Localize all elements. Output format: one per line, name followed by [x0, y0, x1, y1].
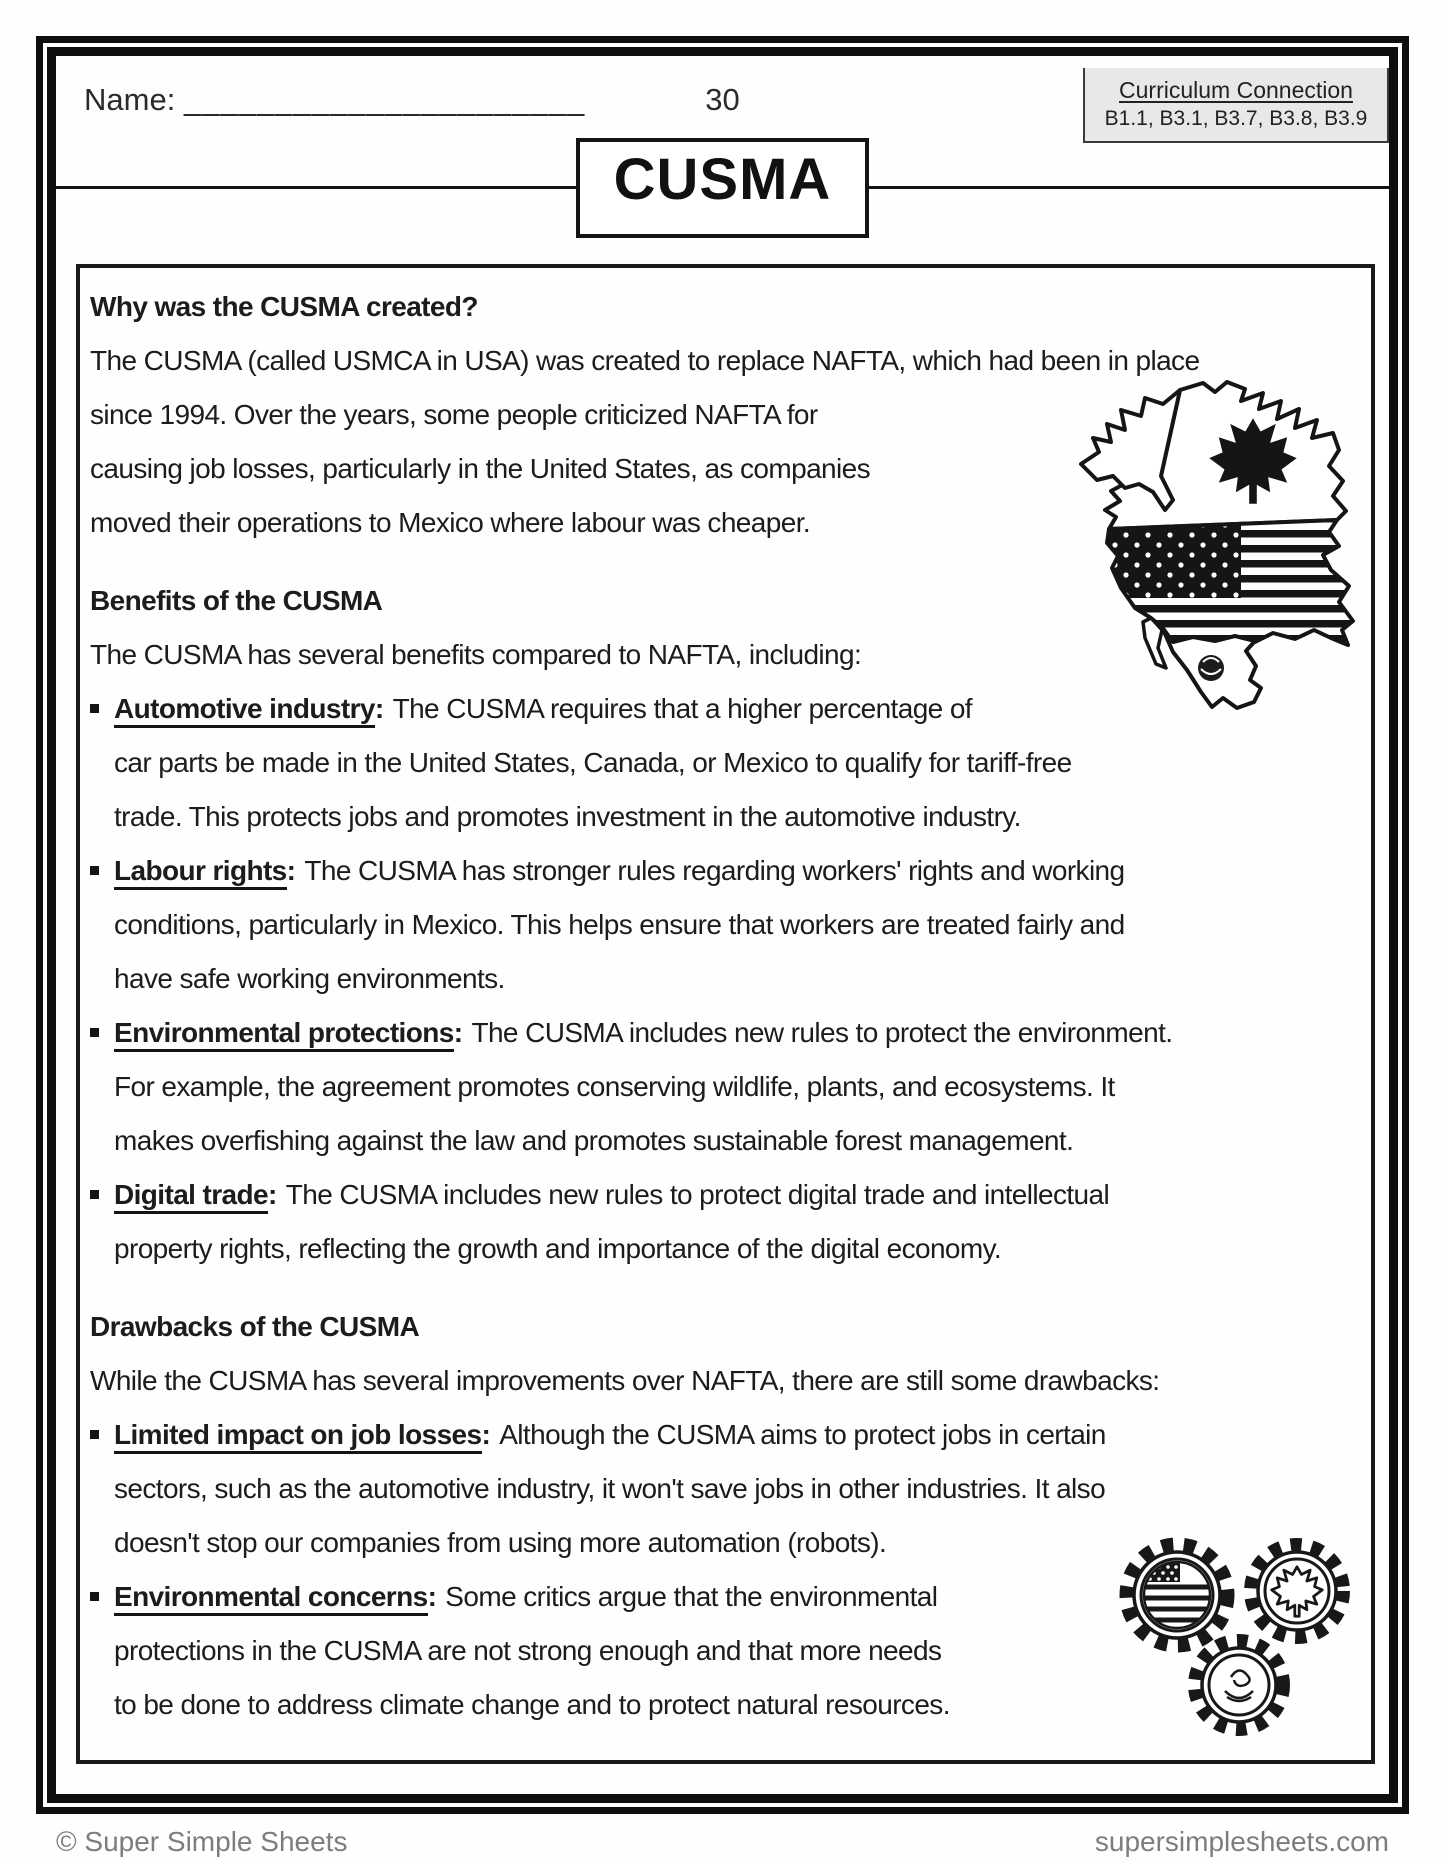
page-number: 30	[705, 82, 740, 117]
bullet-square-icon	[90, 1028, 99, 1037]
page-inner-border	[47, 47, 1398, 1803]
bullet-text: Although the CUSMA aims to protect jobs in certain	[499, 1419, 1106, 1450]
name-label: Name:	[84, 82, 176, 117]
bullet-term: Environmental concerns	[114, 1581, 428, 1616]
bullet-text: The CUSMA requires that a higher percentage of	[392, 693, 972, 724]
curriculum-title: Curriculum Connection	[1119, 77, 1353, 103]
list-item-line: car parts be made in the United States, Canada, or Mexico to qualify for tariff-free	[114, 747, 1072, 778]
footer-website: supersimplesheets.com	[1094, 1826, 1389, 1857]
section-gap	[90, 1276, 1357, 1300]
list-item: Environmental concerns: Some critics argue that the environmental	[90, 1570, 1357, 1624]
list-item-line: to be done to address climate change and to protect natural resources.	[114, 1689, 950, 1720]
curriculum-connection-box	[1083, 68, 1389, 143]
title-band	[56, 138, 1389, 238]
footer-copyright: © Super Simple Sheets	[56, 1826, 348, 1857]
list-item: Digital trade: The CUSMA includes new rules to protect digital trade and intellectual	[90, 1168, 1357, 1222]
bullet-text: The CUSMA has stronger rules regarding workers' rights and working	[304, 855, 1125, 886]
list-item: Environmental protections: The CUSMA includes new rules to protect the environment.	[90, 1006, 1357, 1060]
header-row	[56, 68, 1389, 134]
page-footer	[56, 1826, 1389, 1858]
bullet-square-icon	[90, 1430, 99, 1439]
bullet-term: Environmental protections	[114, 1017, 454, 1052]
bullet-text: Some critics argue that the environmental	[445, 1581, 938, 1612]
bullet-square-icon	[90, 1190, 99, 1199]
list-item-line: have safe working environments.	[114, 963, 505, 994]
bullet-term: Digital trade	[114, 1179, 268, 1214]
bullet-square-icon	[90, 1592, 99, 1601]
list-item-line: conditions, particularly in Mexico. This helps ensure that workers are treated fairly and	[114, 909, 1125, 940]
paragraph-line: The CUSMA has several benefits compared to NAFTA, including:	[90, 639, 862, 670]
content-box	[76, 264, 1375, 1764]
bullet-term: Automotive industry	[114, 693, 375, 728]
section-heading: Drawbacks of the CUSMA	[90, 1311, 420, 1342]
list-item-line: makes overfishing against the law and promotes sustainable forest management.	[114, 1125, 1074, 1156]
mexico-emblem-icon	[1198, 655, 1224, 681]
bullet-text: The CUSMA includes new rules to protect digital trade and intellectual	[285, 1179, 1110, 1210]
paragraph-line: The CUSMA (called USMCA in USA) was created to replace NAFTA, which had been in place	[90, 345, 1200, 376]
page-title: CUSMA	[576, 138, 870, 238]
page-outer-border	[36, 36, 1409, 1814]
list-item-line: trade. This protects jobs and promotes investment in the automotive industry.	[114, 801, 1021, 832]
paragraph-line: causing job losses, particularly in the United States, as companies	[90, 453, 871, 484]
bullet-square-icon	[90, 866, 99, 875]
paragraph-line: moved their operations to Mexico where labour was cheaper.	[90, 507, 811, 538]
gears-illustration	[1113, 1533, 1365, 1743]
list-item-line: For example, the agreement promotes conserving wildlife, plants, and ecosystems. It	[114, 1071, 1115, 1102]
paragraph-line: since 1994. Over the years, some people criticized NAFTA for	[90, 399, 818, 430]
us-flag-gear-icon	[1127, 1545, 1227, 1645]
list-item: Labour rights: The CUSMA has stronger rules regarding workers' rights and working	[90, 844, 1357, 898]
section-heading: Why was the CUSMA created?	[90, 291, 478, 322]
canada-maple-leaf-gear-icon	[1251, 1545, 1343, 1637]
list-item-line: property rights, reflecting the growth and importance of the digital economy.	[114, 1233, 1002, 1264]
mexico-emblem-gear-icon	[1195, 1641, 1283, 1729]
list-item-line: sectors, such as the automotive industry, it won't save jobs in other industries. It also	[114, 1473, 1106, 1504]
bullet-square-icon	[90, 704, 99, 713]
curriculum-codes: B1.1, B3.1, B3.7, B3.8, B3.9	[1104, 107, 1368, 130]
north-america-map-illustration	[1065, 380, 1365, 732]
bullet-text: The CUSMA includes new rules to protect the environment.	[471, 1017, 1173, 1048]
name-blank-line[interactable]: ______________________	[183, 82, 586, 117]
list-item: Automotive industry: The CUSMA requires that a higher percentage of	[90, 682, 1357, 736]
paragraph-line: While the CUSMA has several improvements over NAFTA, there are still some drawbacks:	[90, 1365, 1160, 1396]
section-heading: Benefits of the CUSMA	[90, 585, 383, 616]
list-item: Limited impact on job losses: Although the CUSMA aims to protect jobs in certain	[90, 1408, 1357, 1462]
list-item-line: doesn't stop our companies from using more automation (robots).	[114, 1527, 887, 1558]
bullet-term: Limited impact on job losses	[114, 1419, 482, 1454]
list-item-line: protections in the CUSMA are not strong enough and that more needs	[114, 1635, 942, 1666]
bullet-term: Labour rights	[114, 855, 287, 890]
